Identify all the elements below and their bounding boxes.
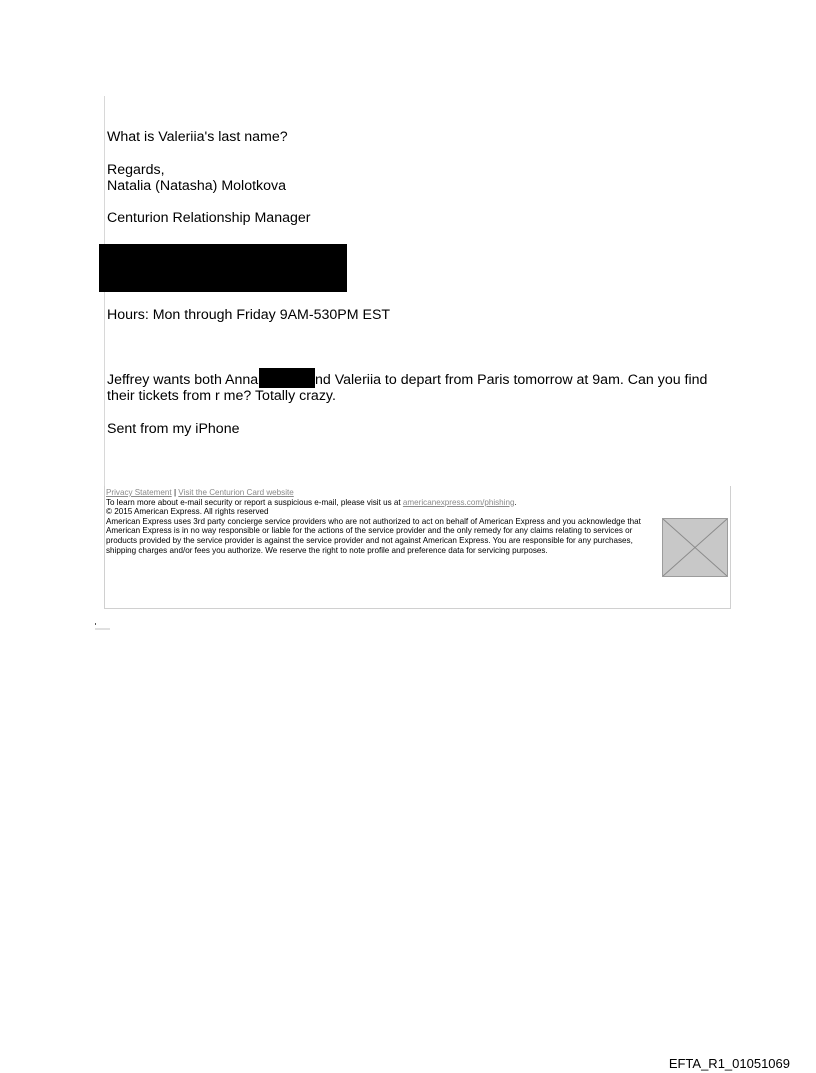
hours-text: Hours: Mon through Friday 9AM-530PM EST <box>107 307 391 323</box>
redaction-block-contact <box>99 244 347 292</box>
disclaimer-text: American Express uses 3rd party concierge service providers who are not authorized to act on behalf of American Express and you acknowledge that American Express is in no way responsible or liable for the actions of the service provider and the only remedy for any claims relating to services or products provided by the service provider is against the service provider and not against American Express. You are responsible for any purchases, shipping charges and/or fees you authorize. We reserve the right to note profile and preference data for servicing purposes. <box>106 516 641 555</box>
message-line-1a: Jeffrey wants both Anna <box>107 372 259 388</box>
security-text: To learn more about e-mail security or report a suspicious e-mail, please visit us at <box>106 497 401 507</box>
sender-name: Natalia (Natasha) Molotkova <box>107 178 286 194</box>
message-line-2: their tickets from r me? Totally crazy. <box>107 388 336 404</box>
sender-title: Centurion Relationship Manager <box>107 210 311 226</box>
centurion-website-link[interactable]: Visit the Centurion Card website <box>178 488 294 497</box>
scan-mark-icon <box>95 623 111 631</box>
privacy-statement-link[interactable]: Privacy Statement <box>106 488 172 497</box>
broken-image-icon <box>662 518 728 577</box>
document-id: EFTA_R1_01051069 <box>668 1056 790 1071</box>
question-text: What is Valeriia's last name? <box>107 129 288 145</box>
footer-text <box>106 488 658 555</box>
security-period: . <box>514 497 517 507</box>
copyright-text: © 2015 American Express. All rights reserved <box>106 507 269 517</box>
link-separator: | <box>173 488 177 497</box>
regards-text: Regards, <box>107 162 165 178</box>
phishing-link[interactable]: americanexpress.com/phishing <box>402 497 515 507</box>
message-line-1b: nd Valeriia to depart from Paris tomorrow at 9am. Can you find <box>315 372 708 388</box>
security-row <box>106 498 658 508</box>
signature-text: Sent from my iPhone <box>107 421 240 437</box>
footer-links-row <box>106 488 658 498</box>
redaction-block-name <box>259 368 315 388</box>
